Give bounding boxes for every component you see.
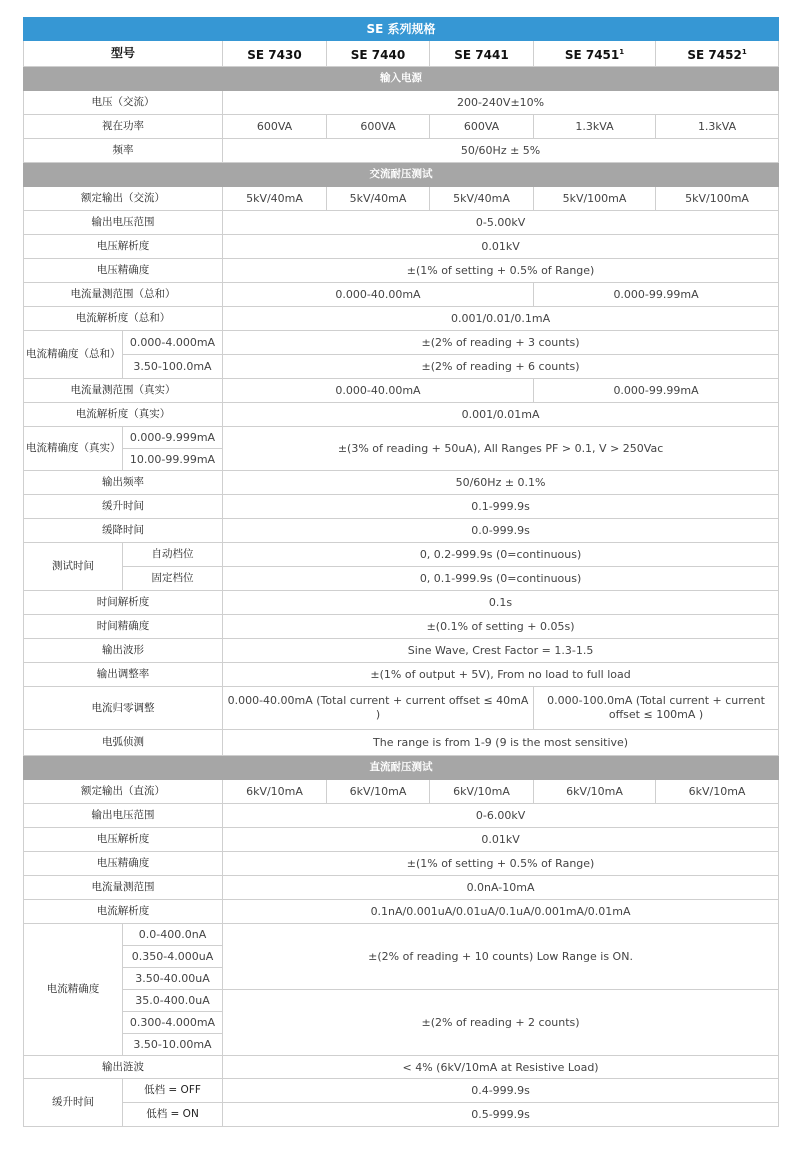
row-label: 视在功率 (24, 115, 223, 139)
row-label: 缓降时间 (24, 519, 223, 543)
row-label: 电压解析度 (24, 235, 223, 259)
value-cell: 0.000-40.00mA (223, 283, 534, 307)
table-row (24, 519, 779, 543)
model-name: SE 7441 (454, 47, 509, 62)
sub-label: 固定档位 (123, 567, 223, 591)
value-cell: ±(1% of setting + 0.5% of Range) (223, 852, 779, 876)
value-cell: 0.01kV (223, 235, 779, 259)
row-label: 额定输出（直流） (24, 780, 223, 804)
model-header-cell (223, 41, 327, 67)
table-row (24, 91, 779, 115)
row-label: 时间精确度 (24, 615, 223, 639)
row-label: 额定输出（交流） (24, 187, 223, 211)
table-row (24, 852, 779, 876)
table-row (24, 567, 779, 591)
value-cell: 6kV/10mA (327, 780, 430, 804)
model-header-cell (430, 41, 534, 67)
value-cell: 50/60Hz ± 0.1% (223, 471, 779, 495)
row-label: 输出波形 (24, 639, 223, 663)
value-cell: 0.001/0.01mA (223, 403, 779, 427)
row-label: 电流精确度（真实） (24, 427, 123, 471)
table-row (24, 1079, 779, 1103)
value-cell: 0.000-40.00mA (223, 379, 534, 403)
value-cell: 6kV/10mA (223, 780, 327, 804)
table-row (24, 876, 779, 900)
table-row (24, 259, 779, 283)
table-row (24, 639, 779, 663)
table-row (24, 924, 779, 946)
table-row (24, 115, 779, 139)
table-row (24, 283, 779, 307)
row-label: 电流归零调整 (24, 687, 223, 730)
model-label: 型号 (24, 41, 223, 67)
table-row (24, 1103, 779, 1127)
section-header-ac: 交流耐压测试 (24, 163, 779, 187)
row-label: 电流解析度（真实） (24, 403, 223, 427)
sub-label: 低档 = ON (123, 1103, 223, 1127)
value-cell: 0-5.00kV (223, 211, 779, 235)
table-row (24, 139, 779, 163)
row-label: 电流解析度（总和） (24, 307, 223, 331)
model-note: 1 (619, 47, 625, 56)
value-cell: ±(3% of reading + 50uA), All Ranges PF > 0.1, V > 250Vac (223, 427, 779, 471)
row-label: 电流量测范围（总和） (24, 283, 223, 307)
row-label: 电流量测范围（真实） (24, 379, 223, 403)
value-cell: 600VA (223, 115, 327, 139)
row-label: 输出电压范围 (24, 804, 223, 828)
value-cell: 0.0-999.9s (223, 519, 779, 543)
value-cell: 5kV/100mA (656, 187, 779, 211)
table-row (24, 615, 779, 639)
range-label: 0.350-4.000uA (123, 946, 223, 968)
value-cell: 0.000-99.99mA (534, 283, 779, 307)
table-row (24, 663, 779, 687)
table-row (24, 730, 779, 756)
row-label: 输出频率 (24, 471, 223, 495)
value-cell: ±(2% of reading + 10 counts) Low Range is ON. (223, 924, 779, 990)
value-cell: 0.1-999.9s (223, 495, 779, 519)
table-row (24, 780, 779, 804)
value-cell: ±(1% of output + 5V), From no load to full load (223, 663, 779, 687)
row-label: 电弧侦测 (24, 730, 223, 756)
table-row (24, 235, 779, 259)
section-row (24, 163, 779, 187)
row-label: 输出电压范围 (24, 211, 223, 235)
sub-label: 低档 = OFF (123, 1079, 223, 1103)
value-cell: 200-240V±10% (223, 91, 779, 115)
table-row (24, 211, 779, 235)
model-name: SE 7451 (564, 47, 620, 62)
value-cell: 0.1nA/0.001uA/0.01uA/0.1uA/0.001mA/0.01mA (223, 900, 779, 924)
sub-label: 自动档位 (123, 543, 223, 567)
value-cell: 0, 0.2-999.9s (0=continuous) (223, 543, 779, 567)
range-label: 3.50-40.00uA (123, 968, 223, 990)
table-row (24, 355, 779, 379)
table-row (24, 900, 779, 924)
model-header-cell (534, 41, 656, 67)
value-cell: ±(2% of reading + 3 counts) (223, 331, 779, 355)
row-label: 电压精确度 (24, 852, 223, 876)
value-cell: 0.01kV (223, 828, 779, 852)
row-label: 电压精确度 (24, 259, 223, 283)
section-row (24, 67, 779, 91)
value-cell: 5kV/40mA (430, 187, 534, 211)
table-row (24, 1056, 779, 1079)
range-label: 0.300-4.000mA (123, 1012, 223, 1034)
model-note: 1 (741, 47, 747, 56)
value-cell: 5kV/40mA (223, 187, 327, 211)
table-row (24, 591, 779, 615)
row-label: 电流精确度（总和） (24, 331, 123, 379)
value-cell: The range is from 1-9 (9 is the most sensitive) (223, 730, 779, 756)
table-row (24, 331, 779, 355)
value-cell: 0.0nA-10mA (223, 876, 779, 900)
table-title: SE 系列规格 (24, 18, 779, 41)
table-row (24, 990, 779, 1012)
row-label: 输出涟波 (24, 1056, 223, 1079)
row-label: 频率 (24, 139, 223, 163)
model-header-row (24, 41, 779, 67)
row-label: 电压解析度 (24, 828, 223, 852)
value-cell: 1.3kVA (534, 115, 656, 139)
value-cell: ±(2% of reading + 6 counts) (223, 355, 779, 379)
value-cell: Sine Wave, Crest Factor = 1.3-1.5 (223, 639, 779, 663)
model-header-cell (656, 41, 779, 67)
model-header-cell (327, 41, 430, 67)
row-label: 缓升时间 (24, 495, 223, 519)
table-row (24, 543, 779, 567)
section-header-input: 输入电源 (24, 67, 779, 91)
value-cell: ±(0.1% of setting + 0.05s) (223, 615, 779, 639)
value-cell: 600VA (327, 115, 430, 139)
value-cell: 6kV/10mA (534, 780, 656, 804)
row-label: 电流解析度 (24, 900, 223, 924)
row-label: 缓升时间 (24, 1079, 123, 1127)
range-label: 3.50-100.0mA (123, 355, 223, 379)
table-row (24, 828, 779, 852)
value-cell: 0.000-99.99mA (534, 379, 779, 403)
value-cell: 1.3kVA (656, 115, 779, 139)
range-label: 0.000-9.999mA (123, 427, 223, 449)
section-row (24, 756, 779, 780)
value-cell: 0, 0.1-999.9s (0=continuous) (223, 567, 779, 591)
table-row (24, 427, 779, 449)
table-row (24, 687, 779, 730)
range-label: 35.0-400.0uA (123, 990, 223, 1012)
range-label: 0.0-400.0nA (123, 924, 223, 946)
value-cell: ±(1% of setting + 0.5% of Range) (223, 259, 779, 283)
model-name: SE 7430 (247, 47, 302, 62)
value-cell: 0.5-999.9s (223, 1103, 779, 1127)
title-row (24, 18, 779, 41)
range-label: 3.50-10.00mA (123, 1034, 223, 1056)
range-label: 10.00-99.99mA (123, 449, 223, 471)
value-cell: 0.000-40.00mA (Total current + current offset ≤ 40mA ) (223, 687, 534, 730)
value-cell: 5kV/100mA (534, 187, 656, 211)
table-row (24, 403, 779, 427)
table-row (24, 307, 779, 331)
row-label: 输出调整率 (24, 663, 223, 687)
value-cell: 0.1s (223, 591, 779, 615)
value-cell: 0.4-999.9s (223, 1079, 779, 1103)
row-label: 电流量测范围 (24, 876, 223, 900)
value-cell: 0-6.00kV (223, 804, 779, 828)
table-row (24, 495, 779, 519)
value-cell: < 4% (6kV/10mA at Resistive Load) (223, 1056, 779, 1079)
value-cell: 50/60Hz ± 5% (223, 139, 779, 163)
value-cell: 6kV/10mA (430, 780, 534, 804)
value-cell: 0.000-100.0mA (Total current + current offset ≤ 100mA ) (534, 687, 779, 730)
table-row (24, 379, 779, 403)
range-label: 0.000-4.000mA (123, 331, 223, 355)
value-cell: 6kV/10mA (656, 780, 779, 804)
model-name: SE 7452 (687, 47, 742, 62)
model-name: SE 7440 (350, 47, 406, 62)
value-cell: 600VA (430, 115, 534, 139)
section-header-dc: 直流耐压测试 (24, 756, 779, 780)
table-row (24, 187, 779, 211)
value-cell: ±(2% of reading + 2 counts) (223, 990, 779, 1056)
table-row (24, 804, 779, 828)
value-cell: 5kV/40mA (327, 187, 430, 211)
row-label: 时间解析度 (24, 591, 223, 615)
value-cell: 0.001/0.01/0.1mA (223, 307, 779, 331)
spec-table (23, 17, 779, 1127)
row-label: 电流精确度 (24, 924, 123, 1056)
row-label: 电压（交流） (24, 91, 223, 115)
table-row (24, 471, 779, 495)
row-label: 测试时间 (24, 543, 123, 591)
